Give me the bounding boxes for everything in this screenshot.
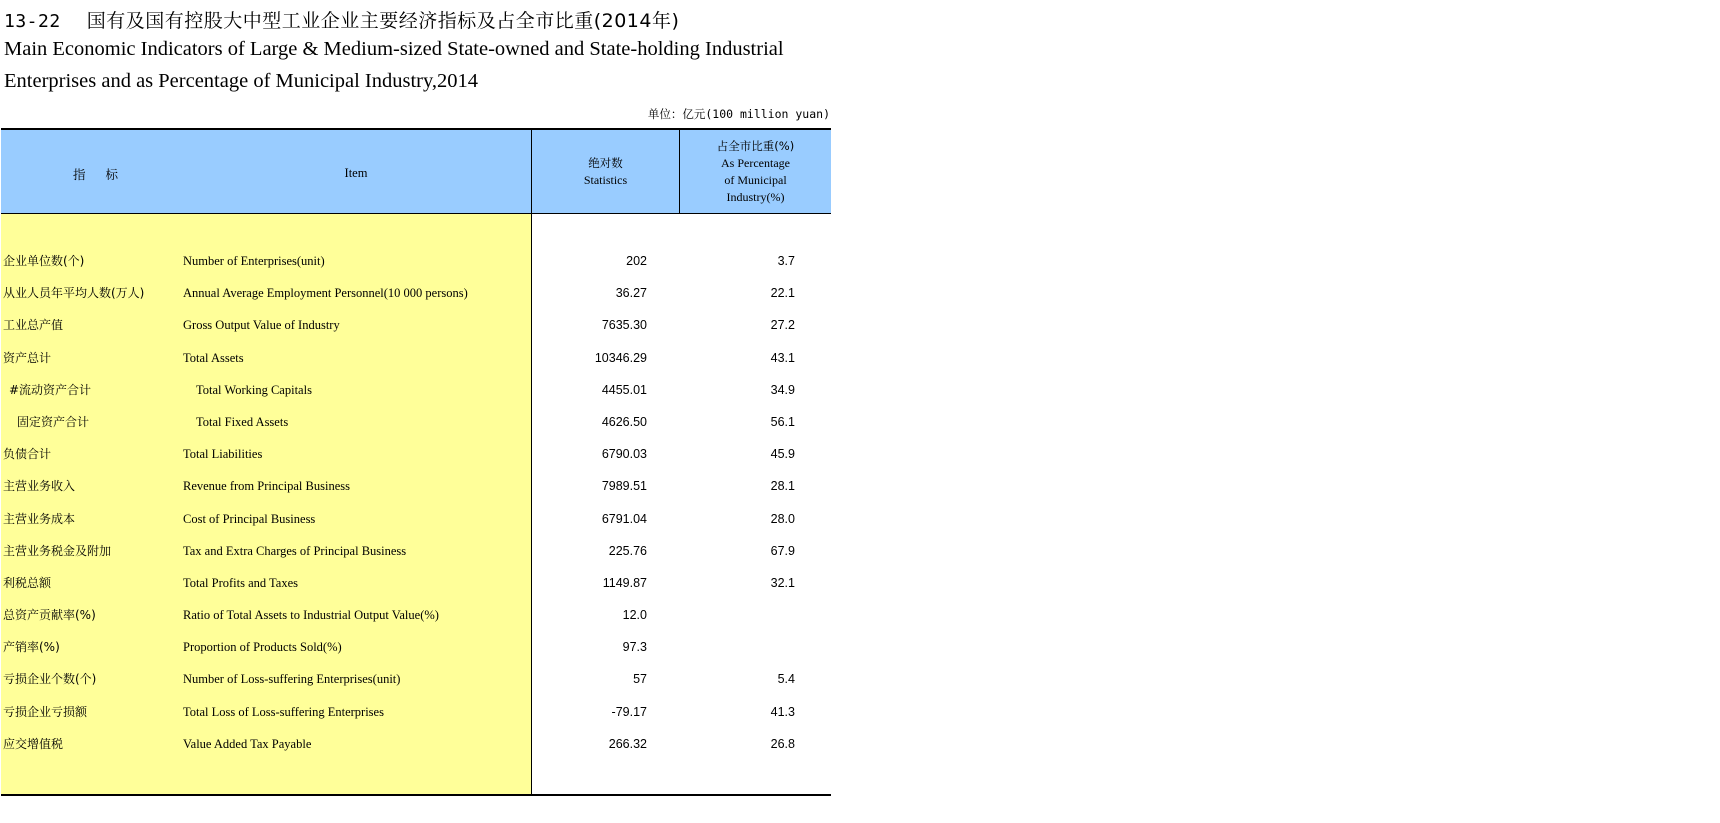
table-row bbox=[1, 503, 831, 535]
indicator-cn-cell: 利税总额 bbox=[3, 575, 52, 590]
indicator-cn-cell: 产销率(%) bbox=[3, 640, 60, 655]
item-en-cell: Value Added Tax Payable bbox=[183, 736, 312, 751]
statistics-cell: 36.27 bbox=[615, 286, 647, 301]
header-indicator-cn: 指 标 bbox=[73, 167, 126, 182]
table-row bbox=[1, 599, 831, 631]
item-en-cell: Annual Average Employment Personnel(10 000 persons) bbox=[183, 286, 468, 301]
table-row bbox=[1, 438, 831, 470]
indicator-cn-cell: 企业单位数(个) bbox=[3, 254, 85, 268]
percentage-cell: 45.9 bbox=[770, 447, 795, 462]
table-row bbox=[1, 728, 831, 760]
percentage-cell: 32.1 bbox=[770, 575, 795, 590]
header-percentage-en1: As Percentage bbox=[721, 156, 790, 170]
percentage-cell: 56.1 bbox=[770, 414, 795, 429]
table-number: 13-22 bbox=[4, 11, 61, 32]
indicator-cn-cell: 主营业务成本 bbox=[3, 511, 76, 526]
indicator-cn-cell: 负债合计 bbox=[3, 447, 52, 462]
statistics-cell: -79.17 bbox=[611, 704, 647, 719]
table-row bbox=[1, 406, 831, 438]
header-percentage-cn: 占全市比重(%) bbox=[716, 139, 795, 153]
header-statistics-cn: 绝对数 bbox=[588, 156, 623, 170]
indicator-cn-cell: 应交增值税 bbox=[3, 736, 64, 751]
item-en-cell: Total Profits and Taxes bbox=[183, 575, 299, 590]
indicator-cn-cell: #流动资产合计 bbox=[9, 382, 92, 397]
indicator-cn-cell: 资产总计 bbox=[3, 350, 52, 365]
header-statistics-en: Statistics bbox=[583, 173, 628, 187]
table-row bbox=[1, 342, 831, 374]
indicator-cn-cell: 主营业务收入 bbox=[3, 479, 76, 494]
item-en-cell: Revenue from Principal Business bbox=[183, 479, 350, 494]
statistics-cell: 7635.30 bbox=[601, 318, 647, 333]
statistics-cell: 10346.29 bbox=[594, 350, 647, 365]
header-indicator-cell bbox=[1, 128, 531, 214]
percentage-cell: 41.3 bbox=[770, 704, 795, 719]
percentage-cell: 26.8 bbox=[770, 736, 795, 751]
statistics-cell: 225.76 bbox=[608, 543, 647, 558]
item-en-cell: Total Liabilities bbox=[183, 447, 263, 462]
table-title-chinese bbox=[4, 6, 679, 33]
table-row bbox=[1, 245, 831, 277]
percentage-cell: 28.1 bbox=[770, 479, 795, 494]
indicator-cn-cell: 亏损企业个数(个) bbox=[3, 672, 97, 687]
item-en-cell: Tax and Extra Charges of Principal Business bbox=[183, 543, 407, 558]
header-statistics-cell bbox=[531, 128, 679, 214]
statistics-cell: 97.3 bbox=[622, 640, 647, 655]
table-row bbox=[1, 567, 831, 599]
percentage-cell: 43.1 bbox=[770, 350, 795, 365]
table-title-cn-text: 国有及国有控股大中型工业企业主要经济指标及占全市比重(2014年) bbox=[86, 10, 680, 32]
table-row bbox=[1, 696, 831, 728]
unit-label: 单位：亿元(100 million yuan) bbox=[647, 107, 830, 121]
table-row bbox=[1, 631, 831, 663]
indicator-cn-cell: 总资产贡献率(%) bbox=[3, 608, 96, 623]
table-row bbox=[1, 663, 831, 695]
statistics-cell: 202 bbox=[626, 254, 647, 268]
item-en-cell: Gross Output Value of Industry bbox=[183, 318, 340, 333]
table-title-english-line2: Enterprises and as Percentage of Municipal Industry,2014 bbox=[4, 70, 479, 92]
table-row bbox=[1, 470, 831, 502]
item-en-cell: Number of Loss-suffering Enterprises(unit) bbox=[183, 672, 401, 687]
statistics-cell: 6791.04 bbox=[601, 511, 647, 526]
table-row bbox=[1, 374, 831, 406]
header-percentage-en3: Industry(%) bbox=[726, 190, 785, 204]
item-en-cell: Total Fixed Assets bbox=[196, 414, 289, 429]
percentage-cell: 22.1 bbox=[770, 286, 795, 301]
item-en-cell: Proportion of Products Sold(%) bbox=[183, 640, 342, 655]
header-statistics-label bbox=[532, 155, 679, 189]
data-table bbox=[1, 128, 831, 796]
percentage-cell: 28.0 bbox=[770, 511, 795, 526]
indicator-cn-cell: 工业总产值 bbox=[3, 318, 64, 333]
item-en-cell: Total Loss of Loss-suffering Enterprises bbox=[183, 704, 384, 719]
item-en-cell: Total Working Capitals bbox=[196, 382, 312, 397]
indicator-cn-cell: 亏损企业亏损额 bbox=[3, 704, 88, 719]
item-en-cell: Number of Enterprises(unit) bbox=[183, 254, 325, 268]
header-percentage-cell bbox=[679, 128, 831, 214]
table-bottom-rule bbox=[1, 794, 831, 796]
percentage-cell: 67.9 bbox=[770, 543, 795, 558]
percentage-cell: 27.2 bbox=[770, 318, 795, 333]
item-en-cell: Ratio of Total Assets to Industrial Output Value(%) bbox=[183, 608, 439, 623]
item-en-cell: Cost of Principal Business bbox=[183, 511, 316, 526]
statistics-cell: 4626.50 bbox=[601, 414, 647, 429]
table-row bbox=[1, 535, 831, 567]
statistics-cell: 6790.03 bbox=[601, 447, 647, 462]
percentage-cell: 5.4 bbox=[777, 672, 795, 687]
statistics-cell: 266.32 bbox=[608, 736, 647, 751]
statistics-cell: 12.0 bbox=[622, 608, 647, 623]
percentage-cell: 3.7 bbox=[777, 254, 795, 268]
table-row bbox=[1, 277, 831, 309]
percentage-cell: 34.9 bbox=[770, 382, 795, 397]
indicator-cn-cell: 从业人员年平均人数(万人) bbox=[3, 286, 145, 301]
statistics-cell: 57 bbox=[633, 672, 647, 687]
statistics-cell: 4455.01 bbox=[601, 382, 647, 397]
statistics-cell: 1149.87 bbox=[602, 575, 647, 590]
header-percentage-label bbox=[680, 138, 831, 206]
table-body bbox=[1, 245, 831, 760]
table-title-english-line1: Main Economic Indicators of Large & Medium-sized State-owned and State-holding Industrial bbox=[4, 38, 784, 60]
header-percentage-en2: of Municipal bbox=[724, 173, 787, 187]
indicator-cn-cell: 主营业务税金及附加 bbox=[3, 543, 112, 558]
indicator-cn-cell: 固定资产合计 bbox=[17, 414, 90, 429]
statistics-cell: 7989.51 bbox=[601, 479, 647, 494]
item-en-cell: Total Assets bbox=[183, 350, 244, 365]
header-item-en: Item bbox=[344, 166, 368, 180]
table-row bbox=[1, 309, 831, 341]
